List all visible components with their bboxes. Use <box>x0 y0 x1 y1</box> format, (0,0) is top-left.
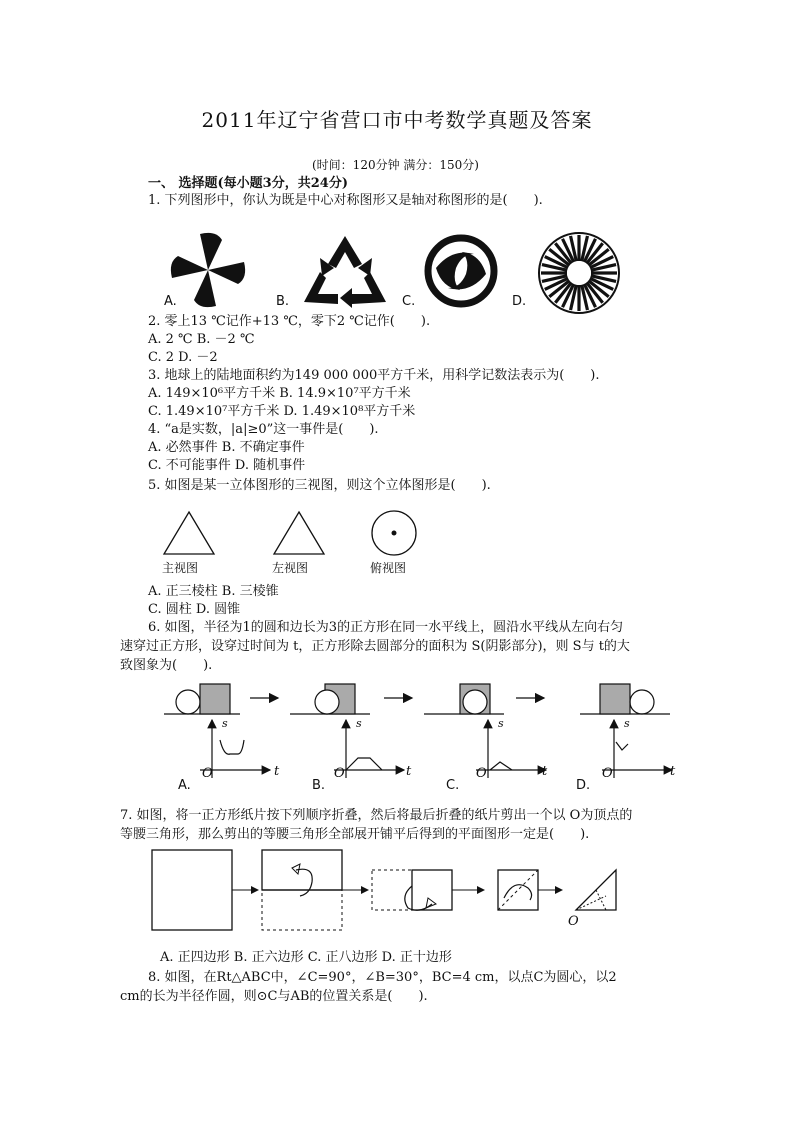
q1-label-a: A. <box>164 294 177 309</box>
q5-options-cd: C. 圆柱 D. 圆锥 <box>148 602 241 617</box>
q6-label-c: C. <box>446 778 460 793</box>
q6-c-axis-s: s <box>498 717 504 730</box>
q6-label-b: B. <box>312 778 326 793</box>
q1-label-d: D. <box>512 294 527 309</box>
q5-side-view-label: 左视图 <box>272 561 309 575</box>
q2-options-cd: C. 2 D. －2 <box>148 350 218 365</box>
q6-d-axis-s: s <box>624 717 630 730</box>
q5-options-ab: A. 正三棱柱 B. 三棱锥 <box>148 584 279 599</box>
q6-a-origin: O <box>202 766 213 781</box>
q1-stem: 1. 下列图形中，你认为既是中心对称图形又是轴对称图形的是( ). <box>148 193 543 208</box>
q6-b-axis-s: s <box>356 717 362 730</box>
q1-label-b: B. <box>276 294 290 309</box>
recycle-figure <box>300 232 390 310</box>
section-heading: 一、 选择题(每小题3分，共24分) <box>148 176 348 191</box>
q5-stem: 5. 如图是某一立体图形的三视图，则这个立体图形是( ). <box>148 478 491 493</box>
front-view-triangle <box>162 510 216 556</box>
q5-front-view-label: 主视图 <box>162 561 199 575</box>
q6-c-axis-t: t <box>542 764 548 779</box>
q6-a-axis-t: t <box>274 764 280 779</box>
q6-stem-line2: 速穿过正方形，设穿过时间为 t，正方形除去圆部分的面积为 S(阴影部分)，则 S与 t的大 <box>120 639 630 654</box>
q7-options: A. 正四边形 B. 正六边形 C. 正八边形 D. 正十边形 <box>160 950 452 965</box>
q6-motion-diagram <box>160 680 680 720</box>
q4-stem: 4. “a是实数，|a|≥0”这一事件是( ). <box>148 422 379 437</box>
q7-origin-label: O <box>568 914 579 929</box>
q6-c-origin: O <box>476 766 487 781</box>
q3-options-ab: A. 149×10⁶平方千米 B. 14.9×10⁷平方千米 <box>148 386 411 401</box>
q5-top-view-label: 俯视图 <box>370 561 407 575</box>
q6-b-origin: O <box>334 766 345 781</box>
q6-d-axis-t: t <box>670 764 676 779</box>
q7-folding-diagram <box>150 848 630 944</box>
q1-label-c: C. <box>402 294 416 309</box>
q3-options-cd: C. 1.49×10⁷平方千米 D. 1.49×10⁸平方千米 <box>148 404 416 419</box>
q4-options-cd: C. 不可能事件 D. 随机事件 <box>148 458 306 473</box>
q8-stem-line1: 8. 如图，在Rt△ABC中，∠C=90°，∠B=30°，BC=4 cm，以点C为圆心，以2 <box>148 970 617 985</box>
exam-info: (时间：120分钟 满分：150分) <box>312 158 479 172</box>
q6-label-a: A. <box>178 778 191 793</box>
q4-options-ab: A. 必然事件 B. 不确定事件 <box>148 440 305 455</box>
q6-b-axis-t: t <box>406 764 412 779</box>
ring-logo-figure <box>422 232 500 310</box>
q7-stem-line1: 7. 如图，将一正方形纸片按下列顺序折叠，然后将最后折叠的纸片剪出一个以 O为顶点的 <box>120 808 633 823</box>
q3-stem: 3. 地球上的陆地面积约为149 000 000平方千米，用科学记数法表示为( ). <box>148 368 600 383</box>
sunburst-figure <box>536 230 622 316</box>
page-title: 2011年辽宁省营口市中考数学真题及答案 <box>201 108 593 132</box>
q6-stem-line3: 致图象为( ). <box>120 658 213 673</box>
q6-stem-line1: 6. 如图，半径为1的圆和边长为3的正方形在同一水平线上，圆沿水平线从左向右匀 <box>148 620 624 635</box>
q6-a-axis-s: s <box>222 717 228 730</box>
q7-stem-line2: 等腰三角形，那么剪出的等腰三角形全部展开铺平后得到的平面图形一定是( ). <box>120 827 590 842</box>
side-view-triangle <box>272 510 326 556</box>
q2-options-ab: A. 2 ℃ B. －2 ℃ <box>148 332 255 347</box>
q2-stem: 2. 零上13 ℃记作+13 ℃，零下2 ℃记作( ). <box>148 314 431 329</box>
q6-d-origin: O <box>602 766 613 781</box>
q8-stem-line2: cm的长为半径作圆，则⊙C与AB的位置关系是( ). <box>120 989 428 1004</box>
q6-label-d: D. <box>576 778 591 793</box>
top-view-circle <box>368 508 420 558</box>
